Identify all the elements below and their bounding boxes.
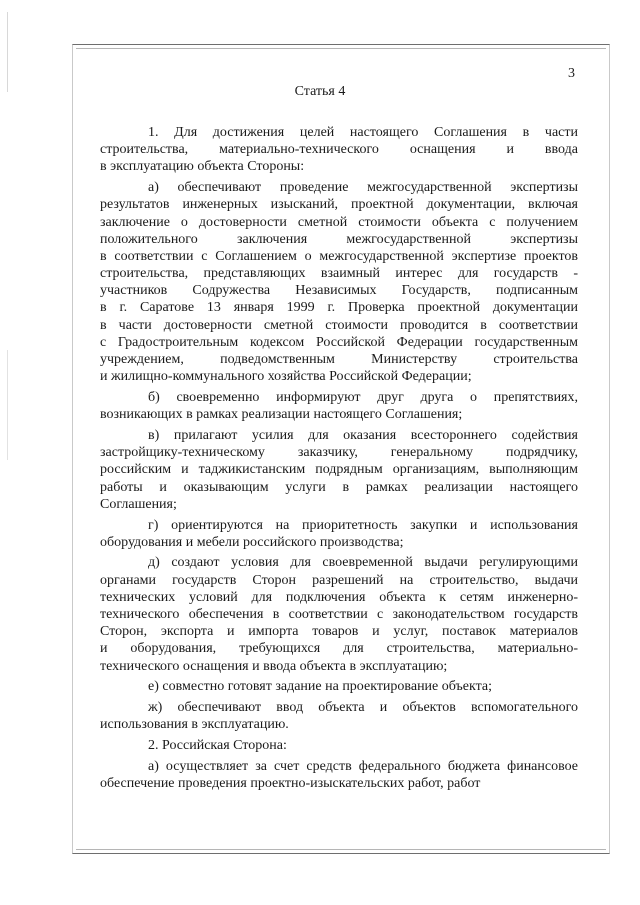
text-line: строительства, материально-технического оснащения и ввода xyxy=(100,142,578,158)
text-line: возникающих в рамках реализации настоящего Соглашения; xyxy=(100,407,463,423)
paragraph xyxy=(100,179,578,385)
text-line: 2. Российская Сторона: xyxy=(148,738,287,754)
text-line: в) прилагают усилия для оказания всестороннего содействия xyxy=(148,427,578,443)
text-line: строительства, представляющих взаимный интерес для государств - xyxy=(100,266,578,282)
text-line: ж) обеспечивают ввод объекта и объектов вспомогательного xyxy=(148,700,578,716)
text-line: в части достоверности сметной стоимости проводится в соответствии xyxy=(100,317,578,333)
text-line: а) обеспечивают проведение межгосударственной экспертизы xyxy=(148,180,578,196)
text-line: е) совместно готовят задание на проектирование объекта; xyxy=(148,679,492,695)
text-line: использования в эксплуатацию. xyxy=(100,717,289,733)
page-number: 3 xyxy=(568,66,575,81)
text-line: российским и таджикистанским подрядным организациям, выполняющим xyxy=(100,462,578,478)
paragraph xyxy=(100,427,578,513)
text-line: и оборудования, требующихся для строительства, материально- xyxy=(100,641,578,657)
text-line: участников Содружества Независимых Государств, подписанным xyxy=(100,283,578,299)
paragraph xyxy=(100,517,578,551)
paragraph xyxy=(100,758,578,792)
text-line: положительного заключения межгосударственной экспертизы xyxy=(100,231,578,247)
text-line: результатов инженерных изысканий, проектной документации, включая xyxy=(100,197,578,213)
text-line: д) создают условия для своевременной выдачи регулирующими xyxy=(148,555,578,571)
text-line: и жилищно-коммунального хозяйства Российской Федерации; xyxy=(100,369,472,385)
text-line: заключение о достоверности сметной стоимости объекта с получением xyxy=(100,214,578,230)
article-title: Статья 4 xyxy=(294,84,346,99)
text-line: 1. Для достижения целей настоящего Соглашения в части xyxy=(148,125,578,140)
text-line: Соглашения; xyxy=(100,496,177,512)
text-line: с Градостроительным кодексом Российской Федерации государственным xyxy=(100,334,578,350)
text-line: б) своевременно информируют друг друга о препятствиях, xyxy=(148,390,578,405)
text-line: обеспечение проведения проектно-изыскательских работ, работ xyxy=(100,776,481,792)
text-line: технических условий для подключения объекта к сетям инженерно- xyxy=(100,589,578,605)
text-line: технического оснащения и ввода объекта в эксплуатацию; xyxy=(100,658,448,674)
text-line: Сторон, экспорта и импорта товаров и услуг, поставок материалов xyxy=(100,624,578,640)
text-line: застройщику-техническому заказчику, генеральному подрядчику, xyxy=(100,445,578,461)
text-line: учреждением, подведомственным Министерству строительства xyxy=(100,352,578,368)
paragraph xyxy=(100,678,578,695)
paragraph xyxy=(100,554,578,674)
paragraph xyxy=(100,389,578,423)
scan-edge-mark xyxy=(7,12,8,92)
text-line: в эксплуатацию объекта Стороны: xyxy=(100,159,305,175)
paragraph xyxy=(100,124,578,176)
text-line: оборудования и мебели российского производства; xyxy=(100,534,404,550)
text-line: г) ориентируются на приоритетность закупки и использования xyxy=(148,517,578,533)
text-line: в соответствии с Соглашением о межгосударственной экспертизе проектов xyxy=(100,248,578,264)
text-line: технического обеспечения в соответствии с законодательством государств xyxy=(100,607,578,623)
text-line: в г. Саратове 13 января 1999 г. Проверка проектной документации xyxy=(100,300,578,316)
scan-edge-mark xyxy=(7,350,8,460)
text-line: работы и оказывающим услуги в рамках реализации настоящего xyxy=(100,479,578,495)
paragraph xyxy=(100,699,578,733)
paragraph xyxy=(100,737,578,754)
text-line: а) осуществляет за счет средств федерального бюджета финансовое xyxy=(148,758,578,774)
document-body xyxy=(100,124,578,792)
text-line: органами государств Сторон разрешений на строительство, выдачи xyxy=(100,572,578,588)
